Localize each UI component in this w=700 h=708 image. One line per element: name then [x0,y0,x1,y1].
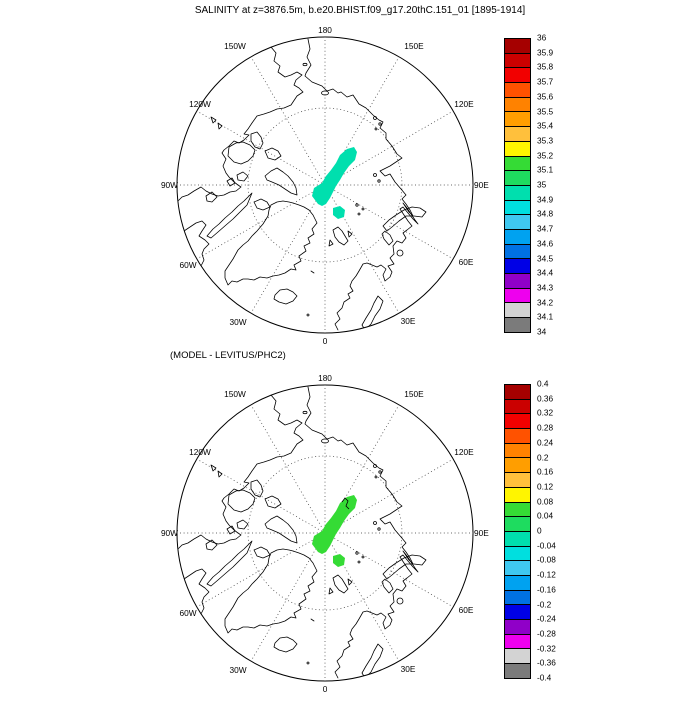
meridian-label-180: 180 [318,25,332,35]
colorbar-tick-label: -0.16 [537,584,556,595]
colorbar-cell [504,444,531,459]
difference-fill-patch-small [333,554,345,567]
colorbar-tick-label: 34.4 [537,267,554,278]
colorbar-tick-label: 34 [537,326,547,337]
colorbar-cell [504,503,531,518]
colorbar-cell [504,576,531,591]
meridian-label-120E: 120E [454,99,474,109]
colorbar-tick-label: 34.1 [537,311,554,322]
colorbar-tick-label: -0.32 [537,643,556,654]
colorbar-tick-label: 35.4 [537,120,554,131]
colorbar-cell [504,230,531,245]
meridian-label-120E: 120E [454,447,474,457]
colorbar-cell [504,112,531,127]
colorbar-cell [504,39,531,54]
meridian-label-90W: 90W [160,180,178,190]
colorbar-tick-label: 35.8 [537,61,554,72]
colorbar-tick-label: 0.24 [537,437,554,448]
meridian-label-60E: 60E [458,605,474,615]
meridian-label-180: 180 [318,373,332,383]
colorbar-tick-label: 0.4 [537,378,549,389]
meridian-label-30E: 30E [400,316,416,326]
meridian-label-0: 0 [322,336,328,346]
colorbar-tick-label: 35.1 [537,164,554,175]
colorbar-tick-label: 35.6 [537,91,554,102]
colorbar-cell [504,54,531,69]
colorbar-tick-label: -0.28 [537,628,556,639]
meridian-label-120W: 120W [189,447,211,457]
colorbar-tick-label: 35.9 [537,47,554,58]
colorbar-cell [504,98,531,113]
colorbar-tick-label: -0.4 [537,672,552,683]
colorbar-tick-label: 0.12 [537,481,554,492]
colorbar-tick-label: 0.36 [537,393,554,404]
colorbar-cell [504,215,531,230]
colorbar-tick-label: 0 [537,525,542,536]
colorbar-tick-label: 34.2 [537,297,554,308]
colorbar-cell [504,517,531,532]
colorbar-cell [504,635,531,650]
colorbar-tick-label: 34.3 [537,282,554,293]
meridian-label-30W: 30W [229,665,247,675]
colorbar-cell [504,473,531,488]
colorbar-cell [504,458,531,473]
colorbar-tick-label: 34.8 [537,208,554,219]
colorbar-tick-label: 0.2 [537,452,549,462]
colorbar-tick-label: -0.04 [537,540,556,551]
colorbar-tick-label: 35.2 [537,150,554,161]
colorbar-cell [504,591,531,606]
meridian-label-0: 0 [322,684,328,694]
meridian-label-60W: 60W [179,608,197,618]
colorbar-cell [504,318,531,333]
colorbar-tick-label: 0.04 [537,510,554,521]
colorbar-cell [504,186,531,201]
colorbar-cell [504,259,531,274]
colorbar-cells [504,384,531,679]
colorbar-tick-label: 0.28 [537,422,554,433]
colorbar-tick-label: 35.5 [537,106,554,116]
colorbar-tick-label: 34.9 [537,194,554,205]
salinity-fill-patch-small [333,206,345,219]
colorbar-tick-label: -0.12 [537,569,556,580]
colorbar-tick-label: -0.24 [537,613,556,624]
colorbar-difference [504,378,574,684]
colorbar-cell [504,400,531,415]
meridian-label-90E: 90E [474,180,489,190]
colorbar-cell [504,532,531,547]
colorbar-cell [504,649,531,664]
meridian-label-150E: 150E [404,41,424,51]
colorbar-tick-label: 0.16 [537,466,554,477]
map-panel-difference [150,358,500,708]
meridian-label-150W: 150W [224,389,246,399]
colorbar-cell [504,274,531,289]
colorbar-cell [504,664,531,679]
salinity-fill-patch-main [312,147,357,206]
colorbar-salinity [504,32,574,338]
difference-panel-title: (MODEL - LEVITUS/PHC2) [170,350,286,361]
colorbar-tick-label: 35.3 [537,135,554,146]
meridian-label-30E: 30E [400,664,416,674]
colorbar-cell [504,245,531,260]
difference-fill-patch-main [312,495,357,554]
colorbar-tick-label: 34.6 [537,238,554,249]
colorbar-tick-label: -0.36 [537,657,556,668]
colorbar-cell [504,385,531,400]
colorbar-cell [504,68,531,83]
colorbar-cells [504,38,531,333]
colorbar-tick-label: 0.08 [537,496,554,507]
colorbar-tick-label: 35 [537,179,547,190]
meridian-label-150E: 150E [404,389,424,399]
colorbar-tick-label: 34.5 [537,253,554,263]
colorbar-tick-label: 35.7 [537,76,554,87]
colorbar-cell [504,127,531,142]
colorbar-cell [504,547,531,562]
meridian-label-60W: 60W [179,260,197,270]
colorbar-cell [504,157,531,172]
meridian-label-30W: 30W [229,317,247,327]
colorbar-tick-label: -0.2 [537,599,552,609]
colorbar-tick-label: 36 [537,32,547,43]
map-panel-salinity [150,10,500,360]
colorbar-cell [504,171,531,186]
meridian-label-120W: 120W [189,99,211,109]
colorbar-cell [504,201,531,216]
meridian-label-90E: 90E [474,528,489,538]
colorbar-cell [504,414,531,429]
colorbar-cell [504,289,531,304]
colorbar-tick-label: 0.32 [537,407,554,418]
colorbar-cell [504,429,531,444]
meridian-label-150W: 150W [224,41,246,51]
colorbar-cell [504,488,531,503]
meridian-label-60E: 60E [458,257,474,267]
colorbar-cell [504,303,531,318]
page-title: SALINITY at z=3876.5m, b.e20.BHIST.f09_g17.20thC.151_01 [1895-1914] [194,5,526,16]
colorbar-cell [504,561,531,576]
meridian-label-90W: 90W [160,528,178,538]
colorbar-cell [504,620,531,635]
colorbar-cell [504,142,531,157]
colorbar-cell [504,83,531,98]
colorbar-tick-label: 34.7 [537,223,554,234]
colorbar-tick-label: -0.08 [537,554,556,565]
colorbar-cell [504,605,531,620]
